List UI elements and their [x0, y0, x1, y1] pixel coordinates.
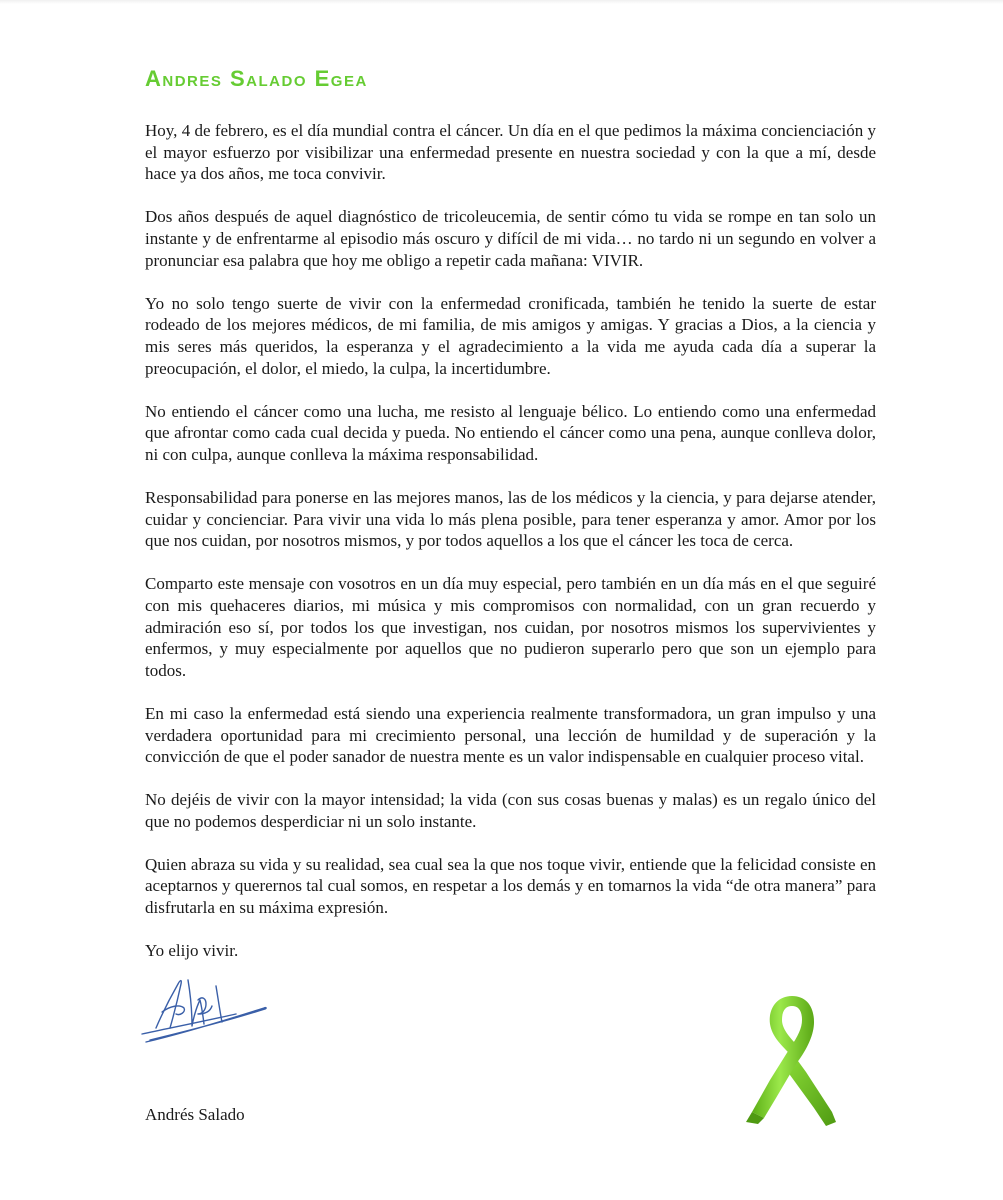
page-top-shade [0, 0, 1003, 4]
letter-body [145, 120, 876, 962]
awareness-ribbon-icon [740, 990, 845, 1135]
letter-paragraph: No entiendo el cáncer como una lucha, me resisto al lenguaje bélico. Lo entiendo como una enfermedad que afrontar como cada cual decida y pueda. No entiendo el cáncer como una pena, aunque conlleva dolor, ni con culpa, aunque conlleva la máxima responsabilidad. [145, 401, 876, 464]
letter-paragraph: En mi caso la enfermedad está siendo una experiencia realmente transformadora, un gran impulso y una verdadera oportunidad para mi crecimiento personal, una lección de humildad y de superación y la convicción de que el poder sanador de nuestra mente es un valor indispensable en cualquier proceso vital. [145, 703, 876, 767]
signature-icon [140, 970, 272, 1046]
letter-paragraph: Hoy, 4 de febrero, es el día mundial contra el cáncer. Un día en el que pedimos la máxima concienciación y el mayor esfuerzo por visibilizar una enfermedad presente en nuestra sociedad y con la que a mí, desde hace ya dos años, me toca convivir. [145, 121, 876, 184]
letter-paragraph: No dejéis de vivir con la mayor intensidad; la vida (con sus cosas buenas y malas) es un regalo único del que no podemos desperdiciar ni un solo instante. [145, 790, 876, 831]
letter-paragraph: Quien abraza su vida y su realidad, sea cual sea la que nos toque vivir, entiende que la felicidad consiste en aceptarnos y querernos tal cual somos, en respetar a los demás y en tomarnos la vida “de otra manera” para disfrutarla en su máxima expresión. [145, 854, 876, 918]
letter-paragraph: Dos años después de aquel diagnóstico de tricoleucemia, de sentir cómo tu vida se rompe en tan solo un instante y de enfrentarme al episodio más oscuro y difícil de mi vida… no tardo ni un segundo en volver a pronunciar esa palabra que hoy me obligo a repetir cada mañana: VIVIR. [145, 207, 876, 270]
letter-paragraph: Comparto este mensaje con vosotros en un día muy especial, pero también en un día más en el que seguiré con mis quehaceres diarios, mi música y mis compromisos con normalidad, con un gran recuerdo y admiración eso sí, por todos los que investigan, nos cuidan, por nosotros mismos los supervivientes y enfermos, y muy especialmente por aquellos que no pudieron superarlo pero que son un ejemplo para todos. [145, 574, 876, 680]
letter-paragraph: Responsabilidad para ponerse en las mejores manos, las de los médicos y la ciencia, y para dejarse atender, cuidar y concienciar. Para vivir una vida lo más plena posible, para tener esperanza y amor. Amor por los que nos cuidan, por nosotros mismos, y por todos aquellos a los que el cáncer les toca de cerca. [145, 487, 876, 551]
letterhead-name: Andres Salado Egea [145, 66, 368, 91]
signer-name: Andrés Salado [145, 1105, 245, 1124]
letter-paragraph: Yo no solo tengo suerte de vivir con la enfermedad cronificada, también he tenido la suerte de estar rodeado de los mejores médicos, de mi familia, de mis amigos y amigas. Y gracias a Dios, a la ciencia y mis seres más queridos, la esperanza y el agradecimiento a la vida me ayuda cada día a superar la preocupación, el dolor, el miedo, la culpa, la incertidumbre. [145, 293, 876, 378]
letter-closing: Yo elijo vivir. [145, 941, 239, 961]
